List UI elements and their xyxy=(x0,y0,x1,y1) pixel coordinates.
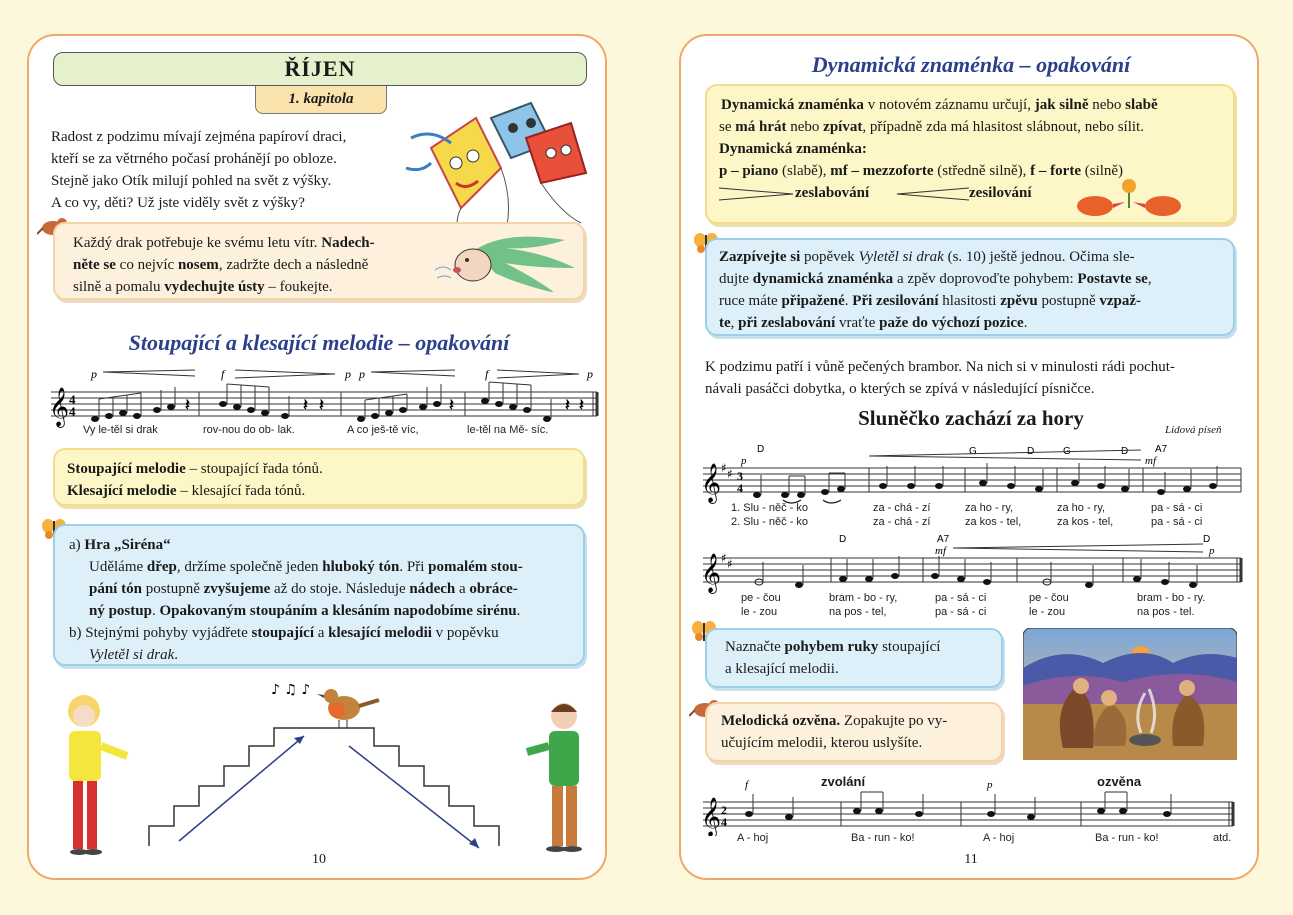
def-term: Klesající melodie xyxy=(67,483,177,499)
song-source: Lidová píseň xyxy=(1165,424,1222,436)
chord-symbol: A7 xyxy=(937,534,950,545)
chord-symbol: D xyxy=(1121,446,1129,457)
lyric: 2. Slu - něč - ko xyxy=(731,516,809,528)
breath-text: silně a pomalu xyxy=(73,279,165,295)
lyric: pe - čou xyxy=(741,592,781,604)
lyric: pa - sá - ci xyxy=(935,606,987,618)
echo-staff xyxy=(697,776,1245,836)
dynamic-mark: p xyxy=(987,779,993,791)
dyn-text: nebo xyxy=(1088,97,1126,113)
dyn-text: (slabě), xyxy=(778,163,831,179)
dynamic-mark: f xyxy=(221,367,225,381)
svg-text:𝄽: 𝄽 xyxy=(579,397,584,414)
item-label: a) xyxy=(69,537,81,553)
lyric: le - zou xyxy=(1029,606,1066,618)
song-staff-2 xyxy=(697,530,1245,594)
dynamics-title: Dynamická znaménka – opakování xyxy=(811,52,1131,77)
sing-bold: zpěvu xyxy=(1000,293,1038,309)
dyn-text: (středně silně), xyxy=(933,163,1031,179)
chapter-label: 1. kapitola xyxy=(288,91,354,107)
hand-text: stoupající xyxy=(878,639,941,655)
dynamic-mark: p xyxy=(587,367,593,381)
song-lyrics-2 xyxy=(681,592,1261,626)
intro-line: A co vy, děti? Už jste viděly svět z výšky? xyxy=(51,195,305,211)
cresc-label: zesilování xyxy=(969,185,1032,201)
sing-text: ruce máte xyxy=(719,293,782,309)
page-number: 11 xyxy=(964,852,978,867)
breath-text: , zadržte dech a následně xyxy=(218,257,369,273)
breath-bold: něte se xyxy=(73,257,116,273)
breath-bold: Nadech- xyxy=(321,235,375,251)
svg-text:𝄽: 𝄽 xyxy=(319,397,324,414)
paragraph-line: návali pasáčci dobytka, o kterých se zpívá v následující písničce. xyxy=(705,381,1095,397)
crescendo-icon xyxy=(897,186,969,202)
dim-label: zeslabování xyxy=(795,185,870,201)
svg-text:4: 4 xyxy=(721,815,727,829)
dynamic-mark: f xyxy=(485,367,489,381)
game-text: a xyxy=(455,581,470,597)
svg-text:4: 4 xyxy=(69,392,76,407)
page-number: 10 xyxy=(312,852,326,867)
lyric: Vy le-těl si drak xyxy=(83,424,158,436)
game-bold: ný postup xyxy=(89,603,152,619)
lyric: pe - čou xyxy=(1029,592,1069,604)
lyric: bram - bo - ry. xyxy=(1137,592,1206,604)
right-page xyxy=(679,34,1259,880)
treble-clef: 𝄞 xyxy=(49,387,70,427)
left-page xyxy=(27,34,607,880)
sing-bold: při zeslabování xyxy=(738,315,836,331)
lyric: le - zou xyxy=(741,606,778,618)
lyric: za kos - tel, xyxy=(1057,516,1114,528)
breath-bold: vydechujte ústy xyxy=(164,279,265,295)
game-bold: dřep xyxy=(146,559,177,575)
month-banner xyxy=(53,52,587,86)
lyric: atd. xyxy=(1213,832,1232,844)
game-text: . xyxy=(174,647,179,663)
sing-bold: te xyxy=(719,315,731,331)
sing-text: vraťte xyxy=(835,315,880,331)
hand-movement-box xyxy=(705,628,1003,688)
lyric: bram - bo - ry, xyxy=(829,592,898,604)
dynamic-mark: mf xyxy=(935,545,946,557)
game-bold: pomalém stou- xyxy=(428,559,523,575)
echo-label: ozvěna xyxy=(1097,774,1142,789)
lyric: A - hoj xyxy=(737,832,769,844)
siren-game-box xyxy=(53,524,585,666)
game-bold: hluboký tón xyxy=(322,559,400,575)
staff-lines xyxy=(51,392,597,416)
lyric: 1. Slu - něč - ko xyxy=(731,502,809,514)
sing-text: dujte xyxy=(719,271,753,287)
dynamic-mark: p xyxy=(91,367,97,381)
song-title: Sluněčko zachází za hory xyxy=(858,406,1084,430)
song-reference: Vyletěl si drak xyxy=(89,647,175,663)
definition-box xyxy=(53,448,585,506)
game-text: až do stoje. Následuje xyxy=(270,581,410,597)
echo-box xyxy=(705,702,1003,762)
hand-bold: pohybem ruky xyxy=(784,639,879,655)
dyn-bold: jak silně xyxy=(1034,97,1089,113)
svg-text:4: 4 xyxy=(69,404,76,419)
breath-text: – foukejte. xyxy=(264,279,333,295)
call-label: zvolání xyxy=(821,774,866,789)
svg-text:♯: ♯ xyxy=(727,557,733,571)
lyric: za ho - ry, xyxy=(965,502,1014,514)
game-text: Uděláme xyxy=(89,559,147,575)
chord-symbol: A7 xyxy=(1155,444,1168,455)
svg-text:3: 3 xyxy=(737,469,743,483)
chapter-tab xyxy=(255,86,387,114)
dyn-heading: Dynamická znaménka: xyxy=(719,141,867,157)
game-text: v popěvku xyxy=(431,625,499,641)
intro-line: Stejně jako Otík milují pohled na svět z výšky. xyxy=(51,173,332,189)
hand-text: a klesající melodii. xyxy=(725,661,839,677)
dyn-bold: má hrát xyxy=(735,119,787,135)
sing-bold: připažené xyxy=(781,293,845,309)
lyric: le-těl na Mě- síc. xyxy=(467,424,549,436)
dyn-text: , případně zda má hlasitost slábnout, nebo sílit. xyxy=(862,119,1144,135)
lyric: pa - sá - ci xyxy=(1151,502,1203,514)
lyric: za ho - ry, xyxy=(1057,502,1106,514)
paragraph-line: K podzimu patří i vůně pečených brambor. Na nich si v minulosti rádi pochut- xyxy=(705,359,1175,375)
dynamics-box xyxy=(705,84,1235,224)
game-text: , držíme společně jeden xyxy=(176,559,323,575)
month-title: ŘÍJEN xyxy=(284,56,356,81)
lyric: pa - sá - ci xyxy=(1151,516,1203,528)
def-text: – klesající řada tónů. xyxy=(176,483,306,499)
lyric: na pos - tel, xyxy=(829,606,887,618)
stairs-illustration xyxy=(39,676,599,861)
def-text: – stoupající řada tónů. xyxy=(185,461,323,477)
sing-text: popěvek xyxy=(800,249,859,265)
svg-text:𝄽: 𝄽 xyxy=(185,397,190,414)
chord-symbol: D xyxy=(1027,446,1035,457)
dynamic-mark: p xyxy=(345,367,351,381)
echo-text: Zopakujte po vy- xyxy=(840,713,948,729)
svg-text:♪ ♫ ♪: ♪ ♫ ♪ xyxy=(271,682,311,698)
def-term: Stoupající melodie xyxy=(67,461,186,477)
dynamic-mark: p xyxy=(1209,545,1215,557)
boy-figure xyxy=(527,703,582,852)
sing-bold: Postavte se xyxy=(1077,271,1148,287)
game-text: . Při xyxy=(399,559,429,575)
game-title: Hra „Siréna“ xyxy=(84,537,171,553)
echo-bold: Melodická ozvěna. xyxy=(721,713,841,729)
item-label: b) xyxy=(69,625,82,641)
game-bold: Opakovaným stoupáním a klesáním napodobíme xyxy=(159,603,477,619)
game-bold: pání tón xyxy=(89,581,142,597)
svg-text:4: 4 xyxy=(737,481,743,495)
svg-text:♯: ♯ xyxy=(727,467,733,481)
dynamic-mark: mf xyxy=(1145,455,1156,467)
game-text: . xyxy=(151,603,160,619)
lyric: na pos - tel. xyxy=(1137,606,1195,618)
game-bold: stoupající xyxy=(251,625,314,641)
chord-symbol: D xyxy=(757,444,765,455)
breath-bold: nosem xyxy=(177,257,219,273)
lyric: Ba - run - ko! xyxy=(1095,832,1159,844)
campfire-illustration xyxy=(1023,628,1237,760)
dyn-bold: f – forte xyxy=(1030,163,1081,179)
game-text: postupně xyxy=(141,581,204,597)
dynamic-mark: p xyxy=(359,367,365,381)
song-staff-1 xyxy=(697,440,1245,506)
breath-box xyxy=(53,222,585,300)
dynamic-mark: p xyxy=(741,455,747,467)
sing-bold: Při zesilování xyxy=(852,293,939,309)
sing-text: (s. 10) ještě jednou. Očima sle- xyxy=(943,249,1135,265)
game-bold: sirénu xyxy=(476,603,517,619)
dyn-text: se xyxy=(719,119,736,135)
dyn-text: (silně) xyxy=(1080,163,1124,179)
chord-symbol: G xyxy=(969,446,977,457)
sing-bold: vzpaž- xyxy=(1099,293,1142,309)
lyric: Ba - run - ko! xyxy=(851,832,915,844)
dyn-text: nebo xyxy=(786,119,824,135)
svg-text:𝄽: 𝄽 xyxy=(565,397,570,414)
game-bold: klesající melodii xyxy=(328,625,432,641)
svg-text:𝄞: 𝄞 xyxy=(701,797,722,836)
intro-text xyxy=(51,126,411,214)
intro-line: Radost z podzimu mívají zejména papíroví draci, xyxy=(51,129,347,145)
breath-text: Každý drak potřebuje ke svému letu vítr. xyxy=(73,235,322,251)
svg-text:𝄞: 𝄞 xyxy=(701,553,722,593)
svg-text:𝄽: 𝄽 xyxy=(303,397,308,414)
song-reference: Vyletěl si drak xyxy=(858,249,944,265)
lyric: za - chá - zí xyxy=(873,516,931,528)
chord-symbol: D xyxy=(839,534,847,545)
sing-bold: paže do výchozí pozice xyxy=(879,315,1024,331)
dyn-text: v notovém záznamu určují, xyxy=(863,97,1035,113)
dynamic-mark: f xyxy=(745,779,749,791)
intro-line: kteří se za větrného počasí prohánějí po obloze. xyxy=(51,151,337,167)
sing-text: postupně xyxy=(1037,293,1100,309)
game-text: Stejnými pohyby vyjádřete xyxy=(85,625,252,641)
sing-text: a zpěv doprovoďte pohybem: xyxy=(893,271,1078,287)
dyn-bold: mf – mezzoforte xyxy=(830,163,934,179)
game-bold: obráce- xyxy=(469,581,518,597)
game-bold: nádech xyxy=(409,581,456,597)
lyric: A - hoj xyxy=(983,832,1015,844)
lyric: za - chá - zí xyxy=(873,502,931,514)
robin-bird xyxy=(317,689,379,728)
section-title: Stoupající a klesající melodie – opakování xyxy=(128,330,510,355)
sing-bold: Zazpívejte si xyxy=(719,249,801,265)
lyric: pa - sá - ci xyxy=(935,592,987,604)
potato-text xyxy=(705,356,1245,400)
svg-text:♯: ♯ xyxy=(721,551,727,565)
sing-text: . xyxy=(1023,315,1028,331)
svg-text:2: 2 xyxy=(721,803,727,817)
birds-flower-illustration xyxy=(1073,178,1185,218)
lyric: rov-nou do ob- lak. xyxy=(203,424,295,436)
breath-text: co nejvíc xyxy=(115,257,178,273)
dyn-bold: slabě xyxy=(1125,97,1158,113)
svg-text:𝄞: 𝄞 xyxy=(701,463,722,503)
chord-symbol: D xyxy=(1203,534,1211,545)
svg-text:𝄽: 𝄽 xyxy=(449,397,454,414)
sing-text: hlasitosti xyxy=(938,293,1001,309)
game-text: . xyxy=(516,603,521,619)
svg-text:♯: ♯ xyxy=(721,461,727,475)
sing-text: . xyxy=(844,293,853,309)
girl-figure xyxy=(68,695,127,855)
dyn-bold: p – piano xyxy=(719,163,779,179)
echo-text: učujícím melodii, kterou uslyšíte. xyxy=(721,735,923,751)
decrescendo-icon xyxy=(719,186,795,202)
lyric: A co ješ-tě víc, xyxy=(347,424,419,436)
singing-box: Zazpívejte si popěvek Vyletěl si drak (s. 10) ještě jednou. Očima sle- dujte dynamická znaménka a zpěv doprovoďte pohybem: Postavte se, ruce máte připažené. Při zesilování hlasitosti zpěvu postupně vzpaž- te, při zeslabování vraťte paže do výchozí pozice. xyxy=(705,238,1235,336)
lyric: za kos - tel, xyxy=(965,516,1022,528)
sing-text: , xyxy=(730,315,739,331)
sing-bold: dynamická znaménka xyxy=(752,271,894,287)
game-bold: zvyšujeme xyxy=(203,581,271,597)
hand-text: Naznačte xyxy=(725,639,785,655)
wind-face-illustration xyxy=(435,230,575,292)
dyn-bold: Dynamická znaménka xyxy=(721,97,864,113)
dyn-bold: zpívat xyxy=(823,119,863,135)
game-text: a xyxy=(314,625,329,641)
